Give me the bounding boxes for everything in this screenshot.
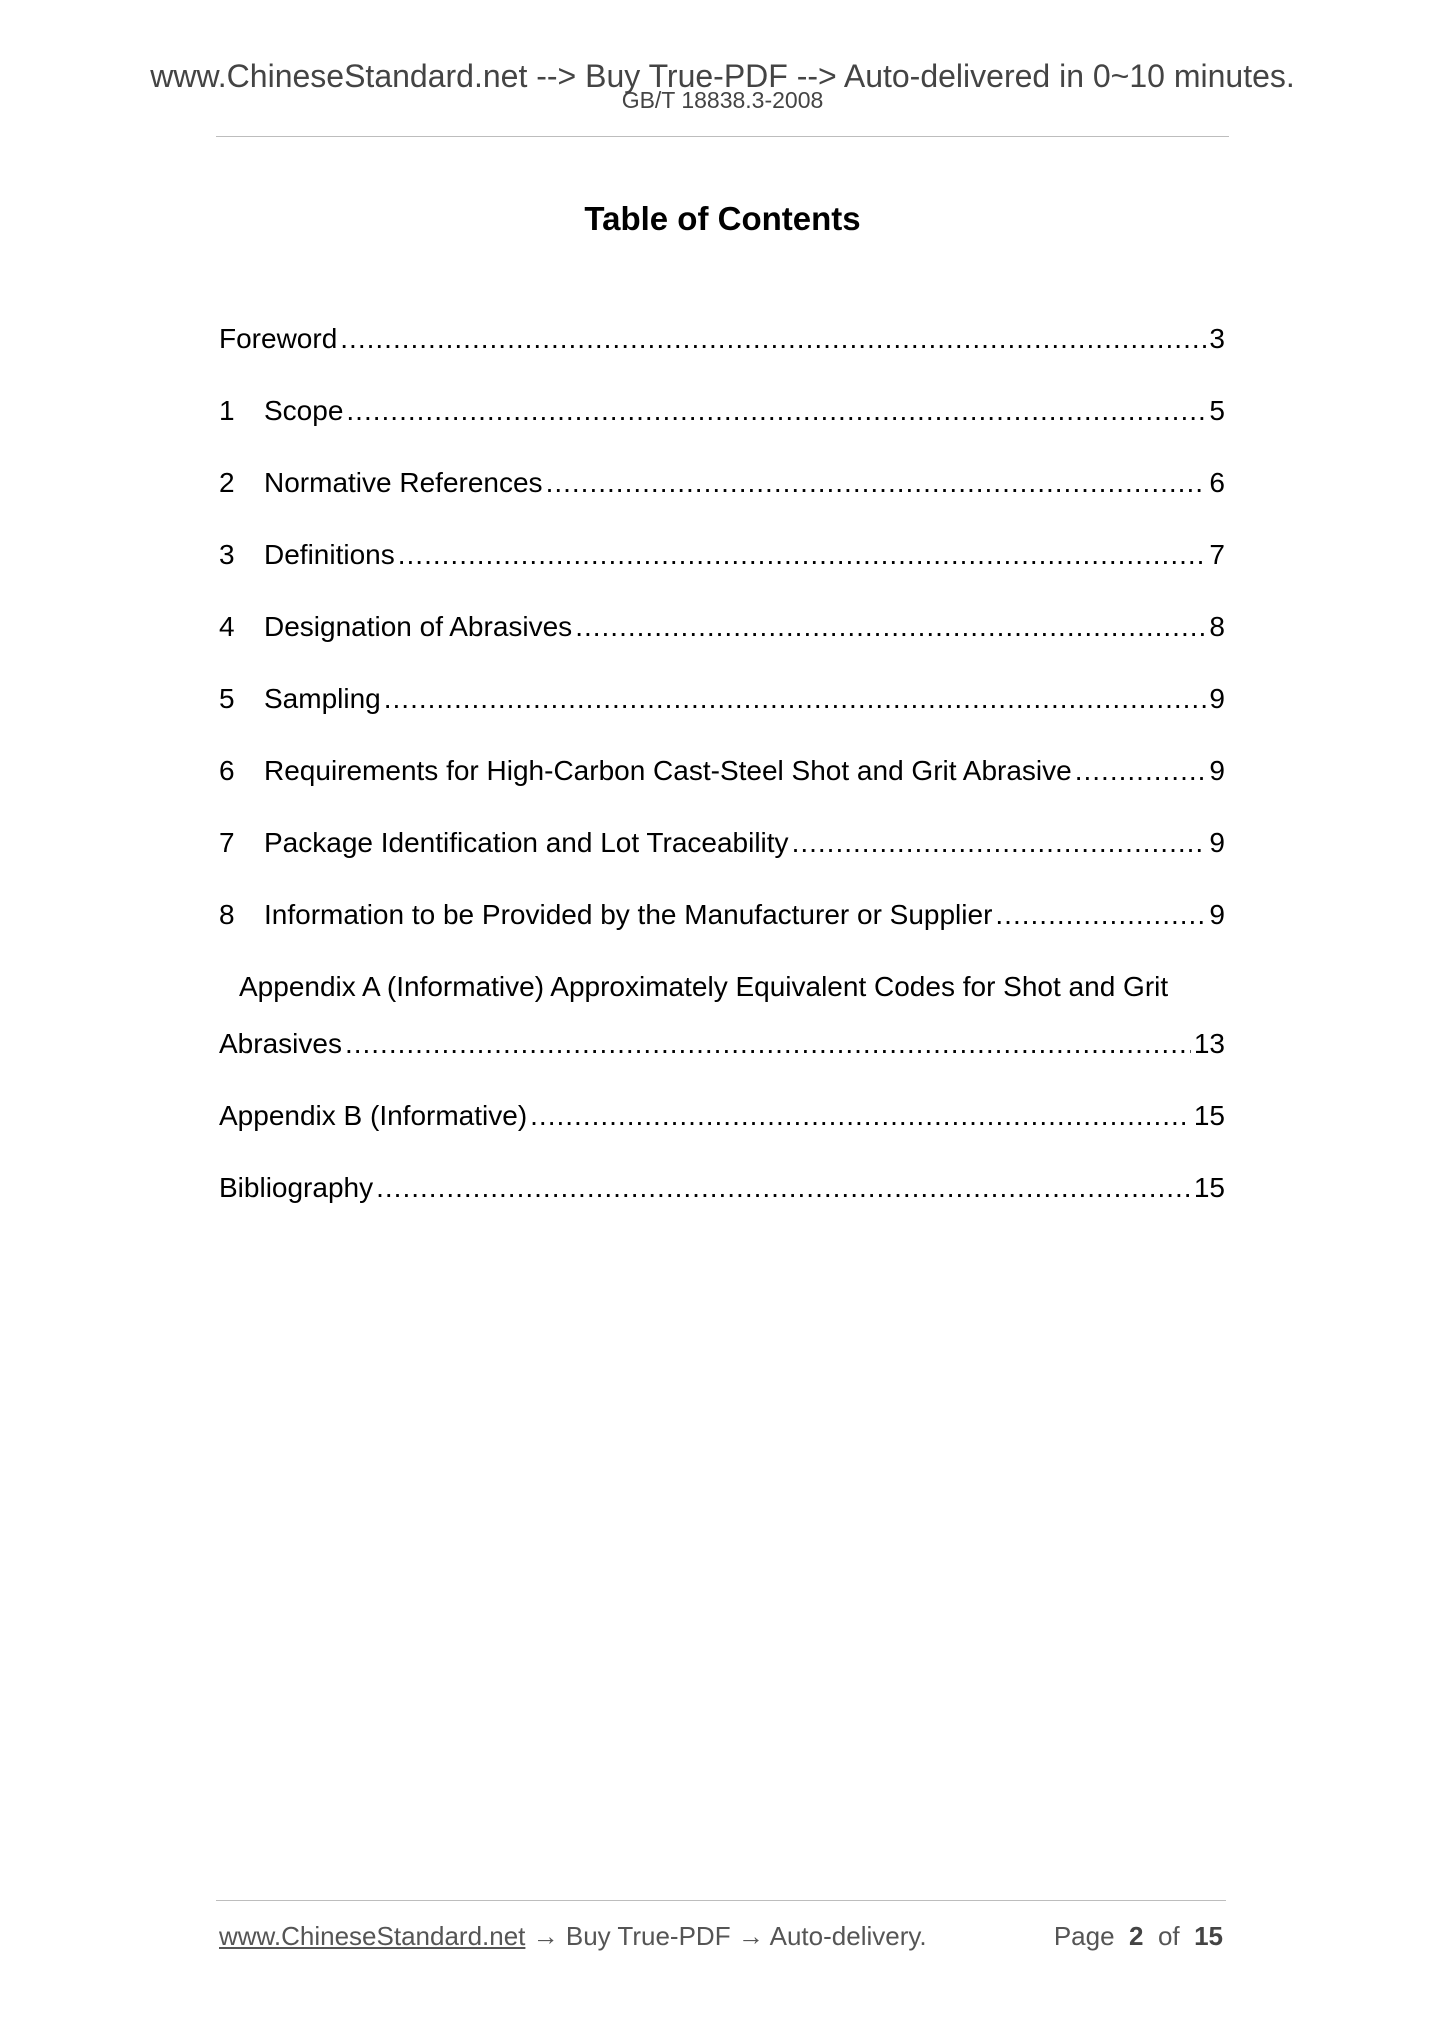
footer-divider — [216, 1900, 1226, 1901]
toc-entry-label: Bibliography — [219, 1172, 374, 1203]
toc-entry-sampling[interactable] — [219, 682, 1225, 716]
toc-entry-page: 9 — [1209, 899, 1225, 930]
toc-entry-number: 7 — [219, 827, 235, 858]
toc-entry-page: 15 — [1193, 1100, 1225, 1131]
toc-leader-dots — [340, 322, 1206, 356]
toc-entry-label: Designation of Abrasives — [264, 611, 573, 642]
toc-entry-label: Scope — [264, 395, 344, 426]
toc-leader-dots — [530, 1099, 1191, 1133]
toc-entry-page: 3 — [1209, 323, 1225, 354]
toc-entry-appendix-a-line1[interactable]: Appendix A (Informative) Approximately Equivalent Codes for Shot and Grit — [239, 971, 1169, 1002]
document-code: GB/T 18838.3-2008 — [621, 87, 824, 113]
toc-entry-page: 9 — [1209, 827, 1225, 858]
toc-leader-dots — [398, 538, 1207, 572]
page-indicator — [1054, 1920, 1223, 1952]
toc-entry-label: Package Identification and Lot Traceability — [264, 827, 789, 858]
toc-entry-page: 8 — [1209, 611, 1225, 642]
toc-leader-dots — [346, 394, 1206, 428]
toc-entry-label: Information to be Provided by the Manufacturer or Supplier — [264, 899, 993, 930]
toc-leader-dots — [1075, 754, 1207, 788]
toc-entry-label: Abrasives — [219, 1028, 342, 1059]
current-page-number: 2 — [1129, 1921, 1144, 1951]
toc-leader-dots — [575, 610, 1206, 644]
arrow-right-icon: → — [737, 1921, 764, 1951]
toc-entry-number: 4 — [219, 611, 235, 642]
toc-leader-dots — [345, 1027, 1191, 1061]
toc-entry-label: Appendix B (Informative) — [219, 1100, 528, 1131]
toc-entry-number: 5 — [219, 683, 235, 714]
toc-entry-appendix-a[interactable] — [219, 1027, 1225, 1061]
toc-entry-number: 8 — [219, 899, 235, 930]
footer-buy-text: Buy True-PDF — [565, 1921, 731, 1951]
toc-entry-page: 15 — [1193, 1172, 1225, 1203]
toc-entry-scope[interactable] — [219, 394, 1225, 428]
arrow-right-icon: → — [532, 1921, 559, 1951]
toc-entry-foreword[interactable] — [219, 322, 1225, 356]
total-page-count: 15 — [1194, 1921, 1223, 1951]
toc-entry-number: 3 — [219, 539, 235, 570]
toc-entry-label: Normative References — [264, 467, 543, 498]
toc-entry-bibliography[interactable] — [219, 1171, 1225, 1205]
toc-entry-appendix-b[interactable] — [219, 1099, 1225, 1133]
toc-entry-label: Foreword — [219, 323, 338, 354]
toc-entry-label: Definitions — [264, 539, 395, 570]
toc-entry-package-identification[interactable] — [219, 826, 1225, 860]
toc-leader-dots — [792, 826, 1207, 860]
toc-leader-dots — [546, 466, 1207, 500]
footer-links — [219, 1920, 927, 1952]
toc-leader-dots — [995, 898, 1206, 932]
toc-entry-label: Sampling — [264, 683, 381, 714]
toc-entry-page: 6 — [1209, 467, 1225, 498]
toc-entry-label: Requirements for High-Carbon Cast-Steel Shot and Grit Abrasive — [264, 755, 1072, 786]
footer-site-link[interactable]: www.ChineseStandard.net — [219, 1921, 526, 1951]
toc-entry-page: 9 — [1209, 683, 1225, 714]
toc-entry-page: 5 — [1209, 395, 1225, 426]
footer-delivery-text: Auto-delivery. — [769, 1921, 927, 1951]
toc-entry-definitions[interactable] — [219, 538, 1225, 572]
page-word: Page — [1053, 1921, 1115, 1951]
toc-entry-normative-references[interactable] — [219, 466, 1225, 500]
of-word: of — [1157, 1921, 1180, 1951]
toc-leader-dots — [384, 682, 1207, 716]
toc-entry-information[interactable] — [219, 898, 1225, 932]
toc-entry-page: 13 — [1193, 1028, 1225, 1059]
toc-entry-page: 7 — [1209, 539, 1225, 570]
header-banner: www.ChineseStandard.net --> Buy True-PDF --> Auto-delivered in 0~10 minutes. — [150, 58, 1295, 94]
toc-entry-number: 6 — [219, 755, 235, 786]
toc-entry-number: 2 — [219, 467, 235, 498]
toc-entry-page: 9 — [1209, 755, 1225, 786]
header-divider — [216, 136, 1229, 137]
toc-entry-requirements[interactable] — [219, 754, 1225, 788]
toc-entry-number: 1 — [219, 395, 235, 426]
toc-leader-dots — [376, 1171, 1191, 1205]
toc-title: Table of Contents — [584, 200, 861, 237]
toc-entry-designation[interactable] — [219, 610, 1225, 644]
